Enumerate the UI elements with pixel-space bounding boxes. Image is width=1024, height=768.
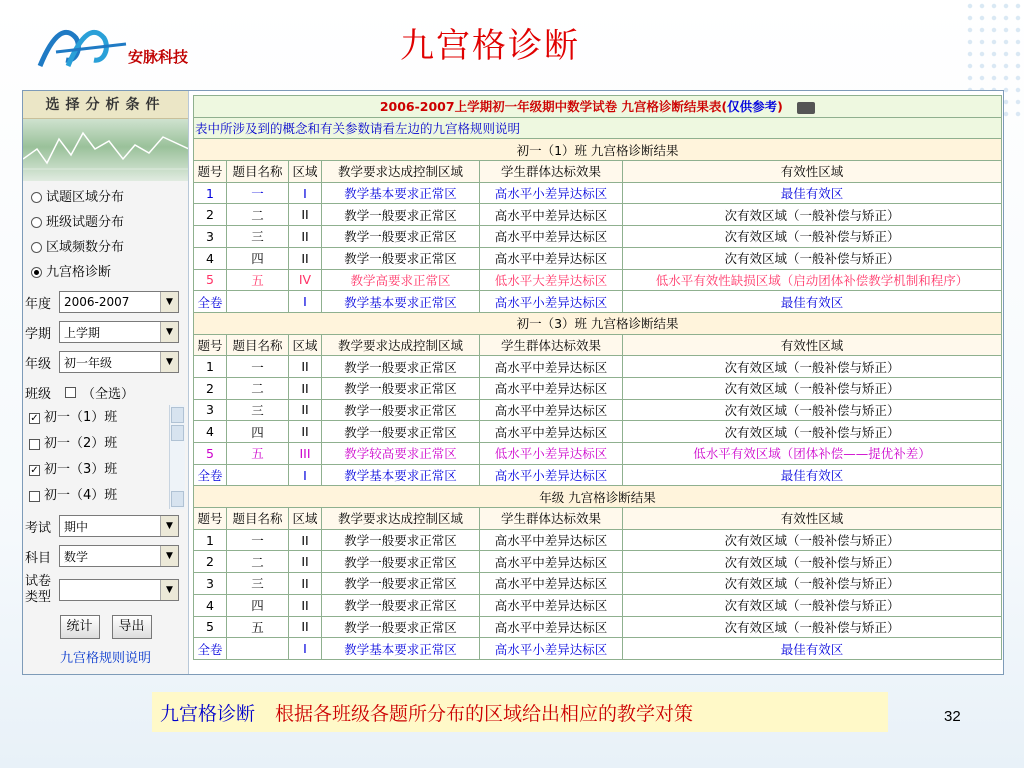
term-value: 上学期: [64, 325, 101, 340]
class-item-label: 初一（4）班: [44, 488, 118, 503]
table-title-close: ): [777, 99, 783, 115]
cell-name: 三: [227, 573, 289, 595]
radio-icon[interactable]: [31, 217, 42, 228]
column-header: 有效性区域: [623, 334, 1002, 356]
cell-no: 1: [194, 182, 227, 204]
cell-teach: 教学基本要求正常区: [322, 638, 480, 660]
printer-icon[interactable]: [797, 102, 815, 114]
table-title-cell: [194, 96, 1002, 118]
scroll-up-button[interactable]: [171, 407, 184, 423]
cell-zone: II: [289, 356, 322, 378]
cell-zone: I: [289, 638, 322, 660]
cell-teach: 教学一般要求正常区: [322, 356, 480, 378]
footer-banner: [152, 692, 888, 732]
result-table-area: [193, 95, 1001, 660]
footer-label: 九宫格诊断: [160, 702, 256, 725]
chart-decoration-icon: [23, 119, 188, 181]
table-row: [194, 464, 1002, 486]
column-header: 学生群体达标效果: [480, 508, 623, 530]
cell-zone: III: [289, 443, 322, 465]
cell-eff: 次有效区域（一般补偿与矫正）: [623, 399, 1002, 421]
cell-name: 三: [227, 399, 289, 421]
radio-label: 班级试题分布: [46, 215, 125, 230]
paper-type-field: [23, 573, 188, 607]
column-header: 区域: [289, 508, 322, 530]
cell-no: 3: [194, 573, 227, 595]
radio-selected-icon[interactable]: [31, 267, 42, 278]
cell-teach: 教学一般要求正常区: [322, 573, 480, 595]
radio-icon[interactable]: [31, 192, 42, 203]
table-note-row: [194, 117, 1002, 139]
cell-zone: II: [289, 204, 322, 226]
year-label: 年度: [25, 296, 52, 312]
column-header: 题号: [194, 161, 227, 183]
cell-no: 4: [194, 421, 227, 443]
chevron-down-icon[interactable]: ▼: [160, 516, 178, 536]
cell-no: 4: [194, 247, 227, 269]
table-row: [194, 594, 1002, 616]
cell-name: [227, 464, 289, 486]
table-title-note: 仅供参考: [727, 99, 778, 115]
cell-zone: II: [289, 573, 322, 595]
section-title: 年级 九宫格诊断结果: [194, 486, 1002, 508]
cell-zone: I: [289, 464, 322, 486]
cell-group: 高水平中差异达标区: [480, 421, 623, 443]
table-row: [194, 529, 1002, 551]
table-row: [194, 377, 1002, 399]
class-item-label: 初一（2）班: [44, 436, 118, 451]
select-all-checkbox[interactable]: [65, 387, 76, 398]
cell-eff: 次有效区域（一般补偿与矫正）: [623, 529, 1002, 551]
table-row: [194, 443, 1002, 465]
cell-eff: 次有效区域（一般补偿与矫正）: [623, 377, 1002, 399]
cell-teach: 教学一般要求正常区: [322, 204, 480, 226]
logo-text: 安脉科技: [128, 48, 189, 66]
stats-button[interactable]: 统计: [60, 615, 100, 639]
scroll-thumb[interactable]: [171, 425, 184, 441]
cell-name: 五: [227, 616, 289, 638]
radio-item-0[interactable]: [31, 185, 188, 210]
condition-panel: [23, 91, 189, 674]
company-logo: [36, 22, 206, 74]
cell-group: 高水平小差异达标区: [480, 638, 623, 660]
chevron-down-icon[interactable]: ▼: [160, 322, 178, 342]
cell-no: 全卷: [194, 464, 227, 486]
class-list: [27, 405, 185, 509]
table-row: [194, 551, 1002, 573]
cell-group: 高水平中差异达标区: [480, 551, 623, 573]
cell-zone: II: [289, 377, 322, 399]
footer-text: 根据各班级各题所分布的区域给出相应的教学对策: [275, 702, 694, 725]
cell-no: 3: [194, 399, 227, 421]
cell-eff: 次有效区域（一般补偿与矫正）: [623, 421, 1002, 443]
column-header: 有效性区域: [623, 508, 1002, 530]
cell-no: 5: [194, 269, 227, 291]
exam-field: [23, 513, 188, 539]
cell-name: 一: [227, 529, 289, 551]
column-header: 题号: [194, 508, 227, 530]
cell-group: 高水平中差异达标区: [480, 356, 623, 378]
cell-group: 低水平小差异达标区: [480, 443, 623, 465]
table-row: [194, 269, 1002, 291]
term-select[interactable]: [59, 321, 179, 343]
cell-group: 高水平中差异达标区: [480, 573, 623, 595]
app-window: [22, 90, 1004, 675]
cell-no: 2: [194, 551, 227, 573]
cell-eff: 次有效区域（一般补偿与矫正）: [623, 551, 1002, 573]
result-table-body: [194, 96, 1002, 660]
cell-no: 4: [194, 594, 227, 616]
column-header: 学生群体达标效果: [480, 334, 623, 356]
cell-zone: I: [289, 182, 322, 204]
cell-group: 高水平中差异达标区: [480, 594, 623, 616]
analysis-type-group: [23, 181, 188, 285]
column-header: 题目名称: [227, 334, 289, 356]
term-field: [23, 319, 188, 345]
cell-eff: 最佳有效区: [623, 182, 1002, 204]
table-row: [194, 616, 1002, 638]
class-item-label: 初一（1）班: [44, 410, 118, 425]
column-header-row: [194, 334, 1002, 356]
class-item-4[interactable]: [27, 483, 185, 509]
cell-eff: 次有效区域（一般补偿与矫正）: [623, 573, 1002, 595]
cell-teach: 教学一般要求正常区: [322, 616, 480, 638]
cell-eff: 次有效区域（一般补偿与矫正）: [623, 247, 1002, 269]
cell-group: 低水平大差异达标区: [480, 269, 623, 291]
cell-eff: 次有效区域（一般补偿与矫正）: [623, 616, 1002, 638]
cell-group: 高水平中差异达标区: [480, 226, 623, 248]
cell-no: 全卷: [194, 638, 227, 660]
cell-name: 四: [227, 421, 289, 443]
class-item-1[interactable]: [27, 405, 185, 431]
checkbox-checked-icon[interactable]: ✓: [30, 464, 39, 476]
cell-name: 二: [227, 204, 289, 226]
result-table: [193, 95, 1002, 660]
cell-name: 五: [227, 443, 289, 465]
column-header: 题目名称: [227, 508, 289, 530]
section-title: 初一（1）班 九宫格诊断结果: [194, 139, 1002, 161]
table-row: [194, 573, 1002, 595]
cell-group: 高水平小差异达标区: [480, 182, 623, 204]
cell-group: 高水平中差异达标区: [480, 247, 623, 269]
cell-zone: II: [289, 399, 322, 421]
cell-zone: II: [289, 421, 322, 443]
cell-no: 2: [194, 204, 227, 226]
cell-teach: 教学一般要求正常区: [322, 594, 480, 616]
cell-name: 二: [227, 377, 289, 399]
panel-banner-image: [23, 119, 188, 181]
paper-type-select[interactable]: [59, 579, 179, 601]
chevron-down-icon[interactable]: ▼: [160, 546, 178, 566]
cell-no: 2: [194, 377, 227, 399]
cell-eff: 次有效区域（一般补偿与矫正）: [623, 226, 1002, 248]
radio-label: 试题区域分布: [46, 190, 125, 205]
section-title-row: [194, 486, 1002, 508]
cell-name: 一: [227, 182, 289, 204]
cell-name: 一: [227, 356, 289, 378]
cell-teach: 教学较高要求正常区: [322, 443, 480, 465]
class-list-scrollbar[interactable]: [169, 405, 185, 509]
year-select[interactable]: [59, 291, 179, 313]
cell-name: [227, 291, 289, 313]
cell-teach: 教学基本要求正常区: [322, 182, 480, 204]
radio-icon[interactable]: [31, 242, 42, 253]
export-button[interactable]: 导出: [112, 615, 152, 639]
cell-zone: II: [289, 226, 322, 248]
cell-group: 高水平小差异达标区: [480, 291, 623, 313]
cell-teach: 教学基本要求正常区: [322, 291, 480, 313]
cell-name: 三: [227, 226, 289, 248]
scroll-down-button[interactable]: [171, 491, 184, 507]
column-header: 有效性区域: [623, 161, 1002, 183]
cell-eff: 次有效区域（一般补偿与矫正）: [623, 594, 1002, 616]
table-row: [194, 356, 1002, 378]
cell-eff: 低水平有效区域（团体补偿——提优补差）: [623, 443, 1002, 465]
subject-field: [23, 543, 188, 569]
column-header: 教学要求达成控制区域: [322, 161, 480, 183]
action-buttons: [23, 615, 188, 639]
grade-label: 年级: [25, 356, 52, 372]
table-note: 表中所涉及到的概念和有关参数请看左边的九宫格规则说明: [194, 117, 1002, 139]
radio-label: 区域频数分布: [46, 240, 125, 255]
cell-group: 高水平小差异达标区: [480, 464, 623, 486]
paper-type-label: 试卷类型: [25, 574, 52, 605]
year-value: 2006-2007: [64, 295, 130, 309]
cell-teach: 教学一般要求正常区: [322, 377, 480, 399]
class-item-2[interactable]: [27, 431, 185, 457]
exam-select[interactable]: [59, 515, 179, 537]
cell-name: 二: [227, 551, 289, 573]
exam-value: 期中: [64, 519, 89, 534]
cell-eff: 次有效区域（一般补偿与矫正）: [623, 356, 1002, 378]
cell-group: 高水平中差异达标区: [480, 616, 623, 638]
column-header: 教学要求达成控制区域: [322, 334, 480, 356]
radio-label: 九宫格诊断: [46, 265, 112, 280]
logo-mark-icon: [36, 22, 136, 72]
cell-group: 高水平中差异达标区: [480, 204, 623, 226]
select-all-label: （全选）: [82, 386, 135, 402]
cell-zone: II: [289, 594, 322, 616]
cell-teach: 教学一般要求正常区: [322, 226, 480, 248]
table-row: [194, 182, 1002, 204]
slide-title: 九宫格诊断: [400, 26, 580, 66]
cell-no: 5: [194, 443, 227, 465]
column-header: 题号: [194, 334, 227, 356]
table-row: [194, 247, 1002, 269]
chevron-down-icon[interactable]: ▼: [160, 580, 178, 600]
cell-teach: 教学一般要求正常区: [322, 551, 480, 573]
subject-value: 数学: [64, 549, 89, 564]
table-title-row: [194, 96, 1002, 118]
column-header-row: [194, 508, 1002, 530]
grade-select[interactable]: [59, 351, 179, 373]
cell-zone: IV: [289, 269, 322, 291]
cell-no: 全卷: [194, 291, 227, 313]
subject-label: 科目: [25, 550, 52, 566]
exam-label: 考试: [25, 520, 52, 536]
page-number: 32: [944, 708, 961, 725]
section-title-row: [194, 312, 1002, 334]
cell-group: 高水平中差异达标区: [480, 377, 623, 399]
cell-teach: 教学一般要求正常区: [322, 247, 480, 269]
radio-item-3[interactable]: [31, 260, 188, 285]
column-header: 学生群体达标效果: [480, 161, 623, 183]
column-header: 区域: [289, 161, 322, 183]
section-title-row: [194, 139, 1002, 161]
cell-eff: 最佳有效区: [623, 291, 1002, 313]
cell-eff: 最佳有效区: [623, 464, 1002, 486]
year-field: [23, 289, 188, 315]
cell-group: 高水平中差异达标区: [480, 399, 623, 421]
cell-eff: 低水平有效性缺损区域（启动团体补偿教学机制和程序）: [623, 269, 1002, 291]
radio-item-1[interactable]: [31, 210, 188, 235]
table-title: 2006-2007上学期初一年级期中数学试卷 九宫格诊断结果表(: [379, 99, 728, 115]
table-row: [194, 399, 1002, 421]
panel-header: 选择分析条件: [23, 91, 188, 119]
table-row: [194, 204, 1002, 226]
column-header: 题目名称: [227, 161, 289, 183]
class-select-all-row: [23, 379, 188, 405]
grade-field: [23, 349, 188, 375]
column-header: 区域: [289, 334, 322, 356]
table-row: [194, 421, 1002, 443]
cell-no: 1: [194, 529, 227, 551]
cell-zone: II: [289, 551, 322, 573]
table-row: [194, 226, 1002, 248]
table-row: [194, 291, 1002, 313]
column-header-row: [194, 161, 1002, 183]
radio-item-2[interactable]: [31, 235, 188, 260]
checkbox-icon[interactable]: [29, 439, 40, 450]
rules-help-link[interactable]: 九宫格规则说明: [59, 651, 151, 666]
cell-teach: 教学一般要求正常区: [322, 529, 480, 551]
cell-no: 1: [194, 356, 227, 378]
grade-value: 初一年级: [64, 355, 113, 370]
cell-no: 3: [194, 226, 227, 248]
cell-zone: II: [289, 529, 322, 551]
cell-group: 高水平中差异达标区: [480, 529, 623, 551]
cell-name: 五: [227, 269, 289, 291]
class-label: 班级: [25, 386, 52, 402]
cell-zone: II: [289, 247, 322, 269]
class-item-label: 初一（3）班: [44, 462, 118, 477]
chevron-down-icon[interactable]: ▼: [160, 352, 178, 372]
cell-eff: 最佳有效区: [623, 638, 1002, 660]
cell-zone: I: [289, 291, 322, 313]
cell-teach: 教学基本要求正常区: [322, 464, 480, 486]
section-title: 初一（3）班 九宫格诊断结果: [194, 312, 1002, 334]
cell-no: 5: [194, 616, 227, 638]
checkbox-checked-icon[interactable]: ✓: [30, 412, 39, 424]
checkbox-icon[interactable]: [29, 491, 40, 502]
cell-name: [227, 638, 289, 660]
cell-teach: 教学一般要求正常区: [322, 421, 480, 443]
cell-teach: 教学高要求正常区: [322, 269, 480, 291]
class-item-3[interactable]: [27, 457, 185, 483]
chevron-down-icon[interactable]: ▼: [160, 292, 178, 312]
cell-teach: 教学一般要求正常区: [322, 399, 480, 421]
column-header: 教学要求达成控制区域: [322, 508, 480, 530]
cell-name: 四: [227, 594, 289, 616]
cell-eff: 次有效区域（一般补偿与矫正）: [623, 204, 1002, 226]
cell-zone: II: [289, 616, 322, 638]
term-label: 学期: [25, 326, 52, 342]
table-row: [194, 638, 1002, 660]
subject-select[interactable]: [59, 545, 179, 567]
cell-name: 四: [227, 247, 289, 269]
